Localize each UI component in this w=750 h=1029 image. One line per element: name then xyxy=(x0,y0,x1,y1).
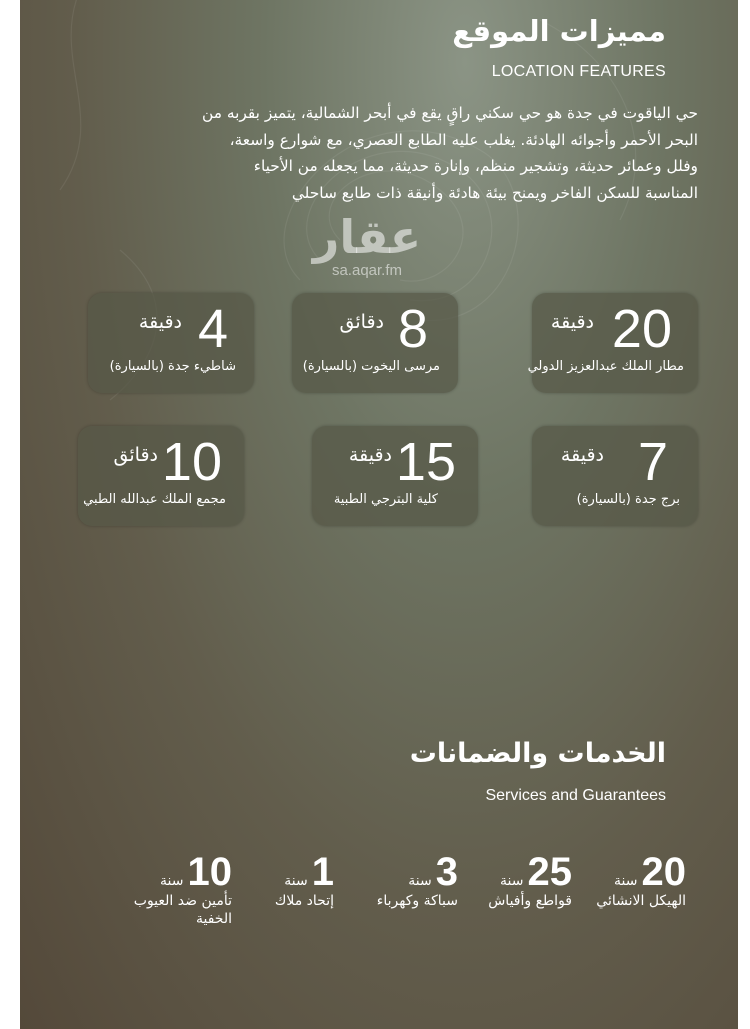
watermark-url: sa.aqar.fm xyxy=(331,262,403,279)
guarantee-value: 10 xyxy=(187,850,232,894)
guarantee-owners-union xyxy=(275,850,334,912)
guarantee-label: الهيكل الانشائي xyxy=(596,893,686,909)
feature-value: 4 xyxy=(197,299,228,359)
intro-line: وفلل وعمائر حديثة، وتشجير منظم، وإنارة حديثة، مما يجعله من الأحياء xyxy=(253,157,698,175)
guarantee-unit: سنة xyxy=(614,873,638,889)
guarantee-value: 1 xyxy=(311,850,334,894)
feature-place: شاطيء جدة (بالسيارة) xyxy=(109,359,236,374)
feature-card-marina xyxy=(292,293,458,393)
guarantee-structure xyxy=(596,850,686,912)
feature-value: 8 xyxy=(397,299,428,359)
feature-place: كلية البترجي الطبية xyxy=(333,492,438,507)
guarantee-value: 25 xyxy=(527,850,572,894)
brochure-panel xyxy=(20,0,738,1029)
guarantee-unit: سنة xyxy=(160,873,184,889)
feature-card-tower xyxy=(532,426,698,526)
feature-unit: دقائق xyxy=(113,444,158,466)
guarantee-label: تأمين ضد العيوب xyxy=(133,893,232,909)
feature-unit: دقائق xyxy=(339,311,384,333)
location-features-title-en: LOCATION FEATURES xyxy=(491,63,666,80)
feature-value: 10 xyxy=(161,432,222,492)
right-margin xyxy=(738,0,750,1029)
guarantee-unit: سنة xyxy=(500,873,524,889)
feature-place: مرسى اليخوت (بالسيارة) xyxy=(302,359,440,374)
feature-unit: دقيقة xyxy=(138,311,182,333)
feature-place: برج جدة (بالسيارة) xyxy=(576,492,680,507)
intro-line: حي الياقوت في جدة هو حي سكني راقٍ يقع في أبحر الشمالية، يتميز بقربه من xyxy=(202,104,698,122)
feature-card-college xyxy=(312,426,478,526)
feature-place: مطار الملك عبدالعزيز الدولي xyxy=(527,359,684,374)
intro-line: البحر الأحمر وأجوائه الهادئة. يغلب عليه الطابع العصري، مع شوارع واسعة، xyxy=(229,130,698,149)
intro-paragraph xyxy=(138,100,698,206)
guarantee-plumbing xyxy=(377,850,458,912)
feature-place: مجمع الملك عبدالله الطبي xyxy=(83,492,226,507)
feature-card-medical-complex xyxy=(78,426,244,526)
feature-unit: دقيقة xyxy=(560,444,604,466)
feature-value: 7 xyxy=(637,432,668,492)
guarantee-label: سباكة وكهرباء xyxy=(376,893,458,909)
guarantee-value: 20 xyxy=(641,850,686,894)
guarantee-switches xyxy=(488,850,572,912)
services-title-en: Services and Guarantees xyxy=(485,787,666,804)
feature-card-beach xyxy=(88,293,254,393)
services-title-ar: الخدمات والضمانات xyxy=(409,738,666,769)
guarantee-label: قواطع وأفياش xyxy=(488,893,572,909)
guarantee-label: الخفية xyxy=(195,911,232,927)
guarantee-unit: سنة xyxy=(408,873,432,889)
feature-card-airport xyxy=(527,293,698,393)
feature-value: 15 xyxy=(395,432,456,492)
guarantee-label: إتحاد ملاك xyxy=(274,893,334,909)
feature-unit: دقيقة xyxy=(550,311,594,333)
guarantee-hidden-defects xyxy=(134,850,232,930)
watermark-brand: عقار xyxy=(312,210,422,264)
intro-line: المناسبة للسكن الفاخر ويمنح بيئة هادئة وأنيقة ذات طابع ساحلي xyxy=(291,183,698,202)
left-margin xyxy=(0,0,20,1029)
feature-value: 20 xyxy=(611,299,672,359)
aqar-watermark xyxy=(292,212,442,279)
guarantee-value: 3 xyxy=(435,850,458,894)
location-features-title-ar: مميزات الموقع xyxy=(452,14,666,48)
guarantee-unit: سنة xyxy=(284,873,308,889)
feature-unit: دقيقة xyxy=(348,444,392,466)
